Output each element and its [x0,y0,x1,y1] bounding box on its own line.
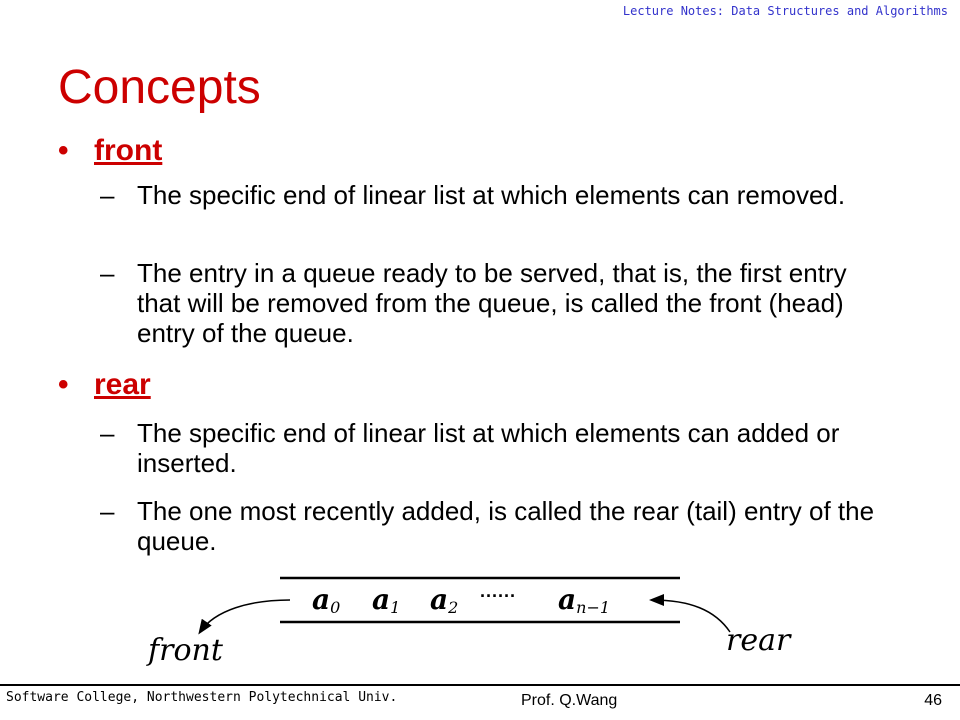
bullet-front [58,134,162,168]
sub-item-text: The specific end of linear list at which elements can added or inserted. [137,418,840,478]
slide-title: Concepts [58,61,261,114]
sub-item [100,180,890,210]
footer-author: Prof. Q.Wang [521,692,618,709]
bullet-term: front [94,134,163,167]
element-a2: a2 [430,583,459,617]
dash-marker: – [100,180,115,210]
bullet-marker: • [58,368,69,401]
footer-institution: Software College, Northwestern Polytechnical Univ. [6,690,398,705]
element-ellipsis: ······ [480,586,516,606]
sub-item-text: The specific end of linear list at which elements can removed. [137,180,846,210]
footer-divider [0,684,960,686]
rear-arrow [652,600,730,632]
bullet-marker: • [58,134,69,167]
sub-item [100,418,890,478]
sub-item-text: The one most recently added, is called the rear (tail) entry of the queue. [137,496,875,556]
dash-marker: – [100,496,115,526]
page-number: 46 [924,692,942,709]
bullet-rear [58,368,151,402]
queue-diagram [140,570,800,670]
front-arrow [200,600,290,632]
rear-label: rear [726,623,791,658]
sub-item-text: The entry in a queue ready to be served, that is, the first entry that will be removed from the queue, is called the front (head) entry of the queue. [137,258,847,348]
dash-marker: – [100,258,115,288]
element-a1: a1 [372,583,401,617]
bullet-term: rear [94,368,151,401]
front-label: front [148,633,223,668]
dash-marker: – [100,418,115,448]
element-an-1: an−1 [558,583,611,617]
sub-item [100,496,890,556]
sub-item [100,258,890,348]
element-a0: a0 [312,583,341,617]
course-header: Lecture Notes: Data Structures and Algorithms [622,4,948,18]
